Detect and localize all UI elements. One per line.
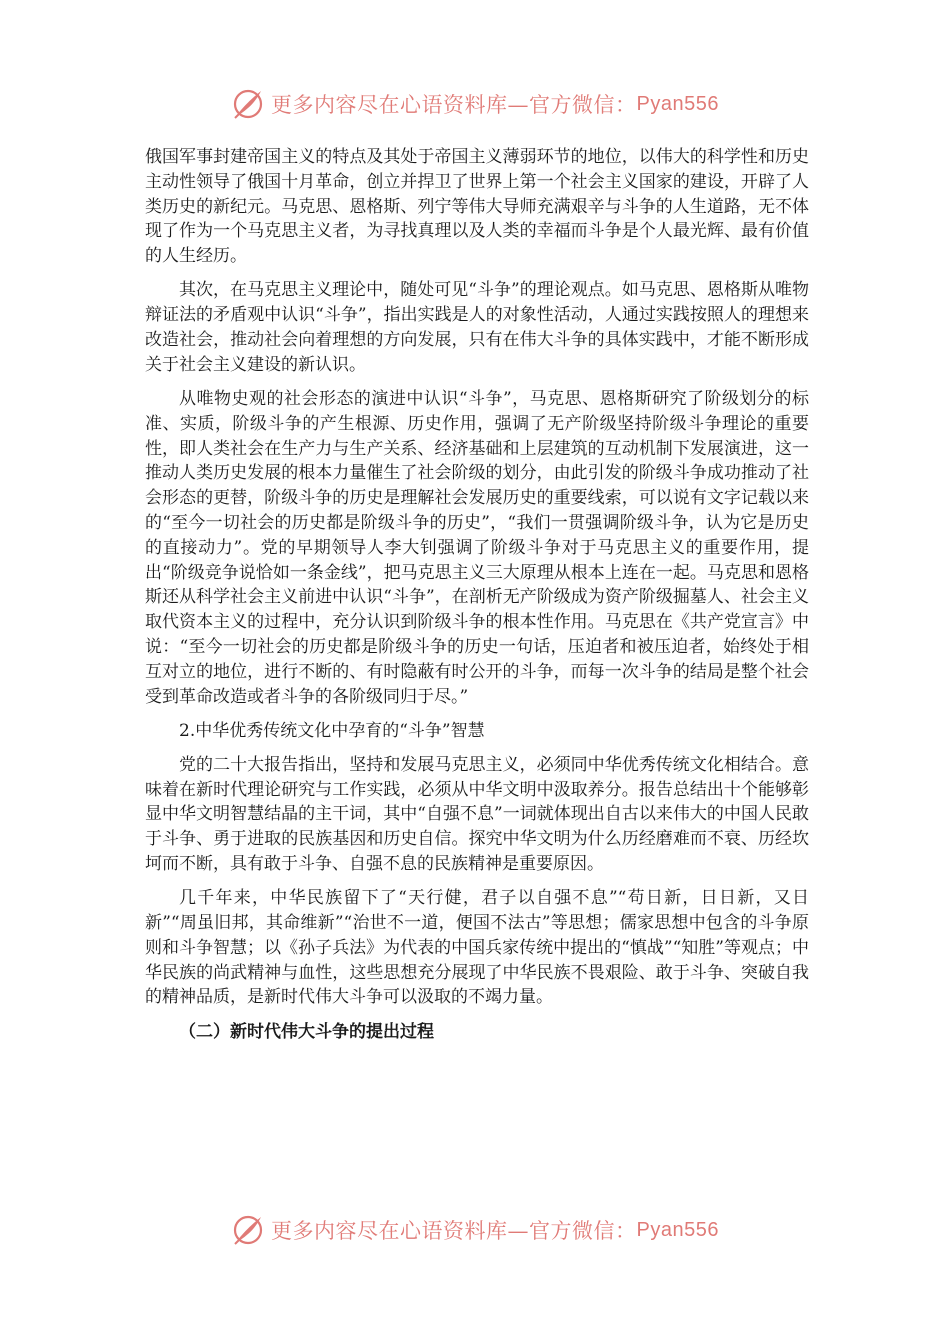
paragraph-historical-materialism: 从唯物史观的社会形态的演进中认识“斗争”，马克思、恩格斯研究了阶级划分的标准、实质，阶级斗争的产生根源、历史作用，强调了无产阶级坚持阶级斗争理论的重要性，即人类社会在生产力与生产关系、经济基础和上层建筑的互动机制下发展演进，这一推动人类历史发展的根本力量催生了社会阶级的划分，由此引发的阶级斗争成功推动了社会形态的更替，阶级斗争的历史是理解社会发展历史的重要线索，可以说有文字记载以来的“至今一切社会的历史都是阶级斗争的历史”，“我们一贯强调阶级斗争，认为它是历史的直接动力”。党的早期领导人李大钊强调了阶级斗争对于马克思主义的重要作用，提出“阶级竞争说恰如一条金线”，把马克思主义三大原理从根本上连在一起。马克思和恩格斯还从科学社会主义前进中认识“斗争”，在剖析无产阶级成为资产阶级掘墓人、社会主义取代资本主义的过程中，充分认识到阶级斗争的根本性作用。马克思在《共产党宣言》中说：“至今一切社会的历史都是阶级斗争的历史一句话，压迫者和被压迫者，始终处于相互对立的地位，进行不断的、有时隐蔽有时公开的斗争，而每一次斗争的结局是整个社会受到革命改造或者斗争的各阶级同归于尽。” bbox=[145, 388, 809, 707]
quill-logo-icon bbox=[231, 1213, 265, 1247]
footer-watermark bbox=[0, 1208, 950, 1252]
paragraph-twentieth-congress: 党的二十大报告指出，坚持和发展马克思主义，必须同中华优秀传统文化相结合。意味着在新时代理论研究与工作实践，必须从中华文明中汲取养分。报告总结出十个能够彰显中华文明智慧结晶的主干词，其中“自强不息”一词就体现出自古以来伟大的中国人民敢于斗争、勇于进取的民族基因和历史自信。探究中华文明为什么历经磨难而不衰、历经坎坷而不断，具有敢于斗争、自强不息的民族精神是重要原因。 bbox=[145, 754, 809, 875]
header-watermark-id: Pyan556 bbox=[636, 92, 719, 115]
header-watermark bbox=[0, 82, 950, 126]
footer-watermark-id: Pyan556 bbox=[636, 1218, 719, 1241]
paragraph-thousands-of-years: 几千年来，中华民族留下了“天行健，君子以自强不息”“苟日新，日日新，又日新”“周虽旧邦，其命维新”“治世不一道，便国不法古”等思想；儒家思想中包含的斗争原则和斗争智慧；以《孙子兵法》为代表的中国兵家传统中提出的“慎战”“知胜”等观点；中华民族的尚武精神与血性，这些思想充分展现了中华民族不畏艰险、敢于斗争、突破自我的精神品质，是新时代伟大斗争可以汲取的不竭力量。 bbox=[145, 888, 809, 1008]
subsection-title: 2.中华优秀传统文化中孕育的“斗争”智慧 bbox=[179, 720, 485, 741]
quill-logo-icon bbox=[231, 87, 265, 121]
paragraph-secondly: 其次，在马克思主义理论中，随处可见“斗争”的理论观点。如马克思、恩格斯从唯物辩证法的矛盾观中认识“斗争”，指出实践是人的对象性活动，人通过实践按照人的理想来改造社会，推动社会向着理想的方向发展，只有在伟大斗争的具体实践中，才能不断形成关于社会主义建设的新认识。 bbox=[145, 280, 809, 375]
paragraph-continued: 俄国军事封建帝国主义的特点及其处于帝国主义薄弱环节的地位，以伟大的科学性和历史主动性领导了俄国十月革命，创立并捍卫了世界上第一个社会主义国家的建设，开辟了人类历史的新纪元。马克思、恩格斯、列宁等伟大导师充满艰辛与斗争的人生道路，无不体现了作为一个马克思主义者，为寻找真理以及人类的幸福而斗争是个人最光辉、最有价值的人生经历。 bbox=[145, 147, 809, 267]
document-body bbox=[145, 145, 809, 1054]
section-heading: （二）新时代伟大斗争的提出过程 bbox=[179, 1021, 434, 1042]
footer-watermark-text: 更多内容尽在心语资料库—官方微信： bbox=[271, 1219, 637, 1243]
header-watermark-text: 更多内容尽在心语资料库—官方微信： bbox=[271, 93, 637, 117]
